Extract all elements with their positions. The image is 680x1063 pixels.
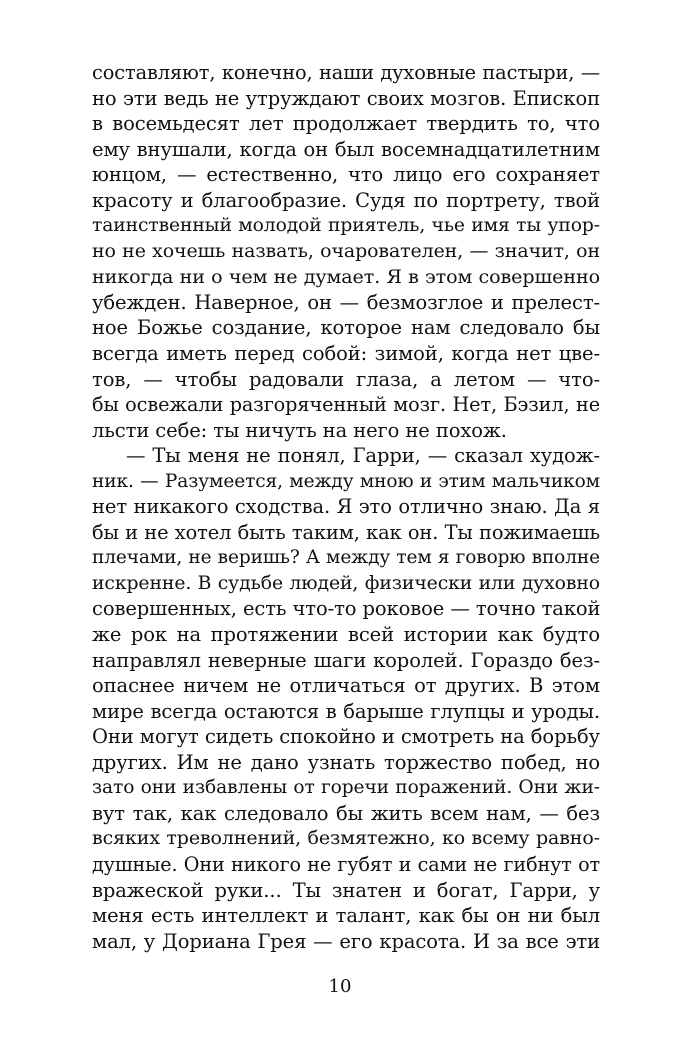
text-line: мал, у Дориана Грея — его красота. И за все эти: [92, 929, 600, 953]
text-line: других. Им не дано узнать торжество побед, но: [92, 750, 600, 774]
text-line: бы освежали разгоряченный мозг. Нет, Бэзил, не: [92, 393, 600, 417]
text-line: убежден. Наверное, он — безмозглое и прелест-: [92, 290, 600, 314]
text-line: плечами, не веришь? А между тем я говорю вполне: [92, 547, 600, 569]
text-line: вут так, как следовало бы жить всем нам, — без: [92, 801, 600, 825]
text-line: но не хочешь назвать, очарователен, — значит, он: [92, 239, 600, 262]
text-line: всегда иметь перед собой: зимой, когда нет цве-: [92, 342, 600, 366]
text-line: душные. Они никого не губят и сами не гибнут от: [92, 852, 600, 876]
text-line: зато они избавлены от горечи поражений. Они жи-: [92, 777, 600, 799]
text-line: всяких треволнений, безмятежно, ко всему равно-: [92, 827, 600, 850]
text-line: красоту и благообразие. Судя по портрету, твой: [92, 188, 600, 212]
text-line: вражеской руки... Ты знатен и богат, Гарри, у: [92, 878, 600, 902]
text-line: мире всегда остаются в барыше глупцы и уроды.: [92, 699, 600, 723]
text-line: совершенных, есть что-то роковое — точно такой: [92, 597, 601, 621]
text-line: ему внушали, когда он был восемнадцатилетним: [92, 137, 600, 161]
page-number: 10: [328, 976, 352, 997]
text-line: тов, — чтобы радовали глаза, а летом — что-: [92, 367, 600, 391]
text-line: бы и не хотел быть таким, как он. Ты пожимаешь: [92, 520, 600, 544]
text-line: льсти себе: ты ничуть на него не похож.: [92, 418, 507, 442]
text-line: нет никакого сходства. Я это отлично знаю. Да я: [92, 495, 600, 519]
text-line: юнцом, — естественно, что лицо его сохраняет: [92, 163, 600, 187]
text-line: составляют, конечно, наши духовные пастыри, —: [92, 61, 600, 84]
text-line: никогда ни о чем не думает. Я в этом совершенно: [92, 265, 600, 289]
paragraph: [92, 443, 600, 954]
text-line: направлял неверные шаги королей. Гораздо без-: [92, 648, 600, 672]
text-line: меня есть интеллект и талант, как бы он ни был: [92, 904, 600, 928]
text-line: Они могут сидеть спокойно и смотреть на борьбу: [92, 725, 600, 749]
body-text: [92, 60, 600, 954]
text-line: но эти ведь не утруждают своих мозгов. Епископ: [92, 86, 600, 110]
text-line: искренне. В судьбе людей, физически или духовно: [92, 572, 600, 594]
text-line: ник. — Разумеется, между мною и этим мальчиком: [92, 470, 600, 492]
text-line: таинственный молодой приятель, чье имя ты упор-: [92, 215, 600, 237]
text-line: же рок на протяжении всей истории как будто: [92, 623, 600, 647]
paragraph: [92, 60, 600, 443]
text-line: — Ты меня не понял, Гарри, — сказал худож-: [126, 444, 600, 468]
text-line: в восемьдесят лет продолжает твердить то, что: [92, 112, 600, 136]
text-line: ное Божье создание, которое нам следовало бы: [92, 316, 600, 340]
text-line: опаснее ничем не отличаться от других. В этом: [92, 674, 600, 698]
